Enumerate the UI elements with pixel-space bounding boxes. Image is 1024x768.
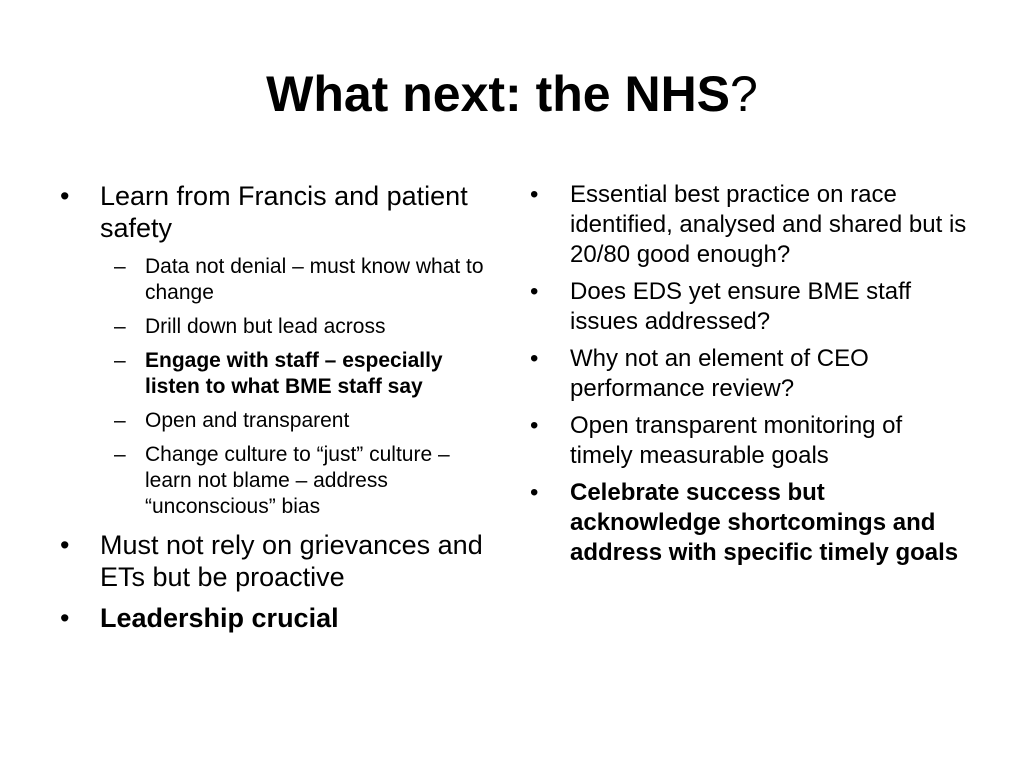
dash-icon: – bbox=[114, 315, 126, 338]
sub-bullet-item bbox=[100, 348, 498, 400]
bullet-text: Must not rely on grievances and ETs but be proactive bbox=[100, 530, 483, 592]
bullet-item bbox=[58, 602, 498, 634]
sub-bullet-text: Data not denial – must know what to change bbox=[145, 255, 484, 304]
sub-bullet-item bbox=[100, 408, 498, 434]
bullet-text: Learn from Francis and patient safety bbox=[100, 181, 468, 243]
bullet-icon: • bbox=[530, 479, 539, 506]
bullet-item bbox=[528, 411, 968, 471]
bullet-icon: • bbox=[530, 412, 539, 439]
sub-bullet-item bbox=[100, 314, 498, 340]
sub-bullet-list bbox=[100, 254, 498, 520]
bullet-item bbox=[528, 344, 968, 404]
sub-bullet-text: Drill down but lead across bbox=[145, 315, 386, 338]
bullet-text: Open transparent monitoring of timely measurable goals bbox=[570, 412, 903, 469]
sub-bullet-item bbox=[100, 254, 498, 306]
dash-icon: – bbox=[114, 255, 126, 278]
bullet-item bbox=[58, 180, 498, 520]
bullet-item bbox=[528, 180, 968, 270]
dash-icon: – bbox=[114, 409, 126, 432]
bullet-text: Leadership crucial bbox=[100, 603, 339, 633]
bullet-icon: • bbox=[530, 181, 539, 208]
left-bullet-list bbox=[58, 180, 498, 643]
bullet-text: Essential best practice on race identified, analysed and shared but is 20/80 good enough? bbox=[570, 181, 967, 268]
bullet-text: Does EDS yet ensure BME staff issues addressed? bbox=[570, 278, 912, 335]
dash-icon: – bbox=[114, 349, 126, 372]
sub-bullet-text: Change culture to “just” culture – learn not blame – address “unconscious” bias bbox=[145, 443, 450, 518]
bullet-item bbox=[528, 478, 968, 568]
dash-icon: – bbox=[114, 443, 126, 466]
sub-bullet-text: Open and transparent bbox=[145, 409, 350, 432]
right-bullet-list bbox=[528, 180, 968, 575]
sub-bullet-item bbox=[100, 442, 498, 520]
bullet-text: Why not an element of CEO performance review? bbox=[570, 345, 869, 402]
bullet-icon: • bbox=[60, 181, 70, 211]
sub-bullet-text: Engage with staff – especially listen to what BME staff say bbox=[145, 349, 443, 398]
bullet-text: Celebrate success but acknowledge shortcomings and address with specific timely goals bbox=[570, 479, 959, 566]
bullet-item bbox=[528, 277, 968, 337]
bullet-item bbox=[58, 529, 498, 593]
bullet-icon: • bbox=[60, 603, 70, 633]
slide-title-main: What next: the NHS bbox=[266, 66, 731, 122]
bullet-icon: • bbox=[530, 345, 539, 372]
slide-title-question-mark: ? bbox=[730, 66, 758, 122]
slide-title bbox=[0, 62, 1024, 126]
bullet-icon: • bbox=[530, 278, 539, 305]
bullet-icon: • bbox=[60, 530, 70, 560]
